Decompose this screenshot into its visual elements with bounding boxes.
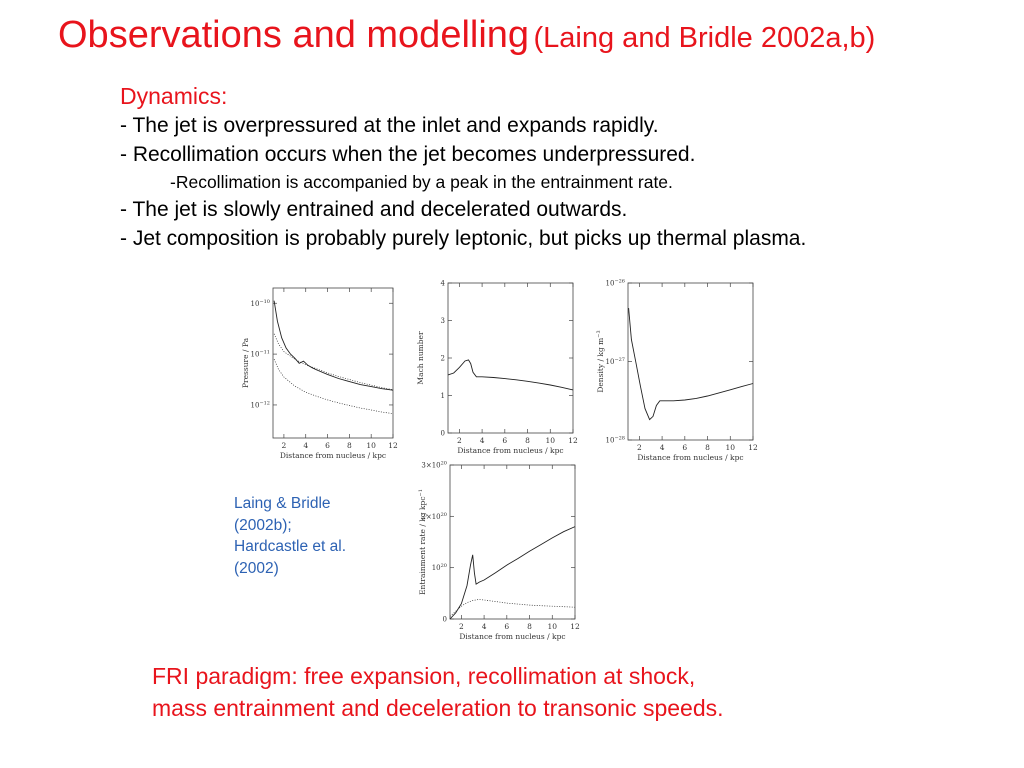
title-citation: (Laing and Bridle 2002a,b): [533, 22, 876, 54]
plot-frame: [448, 283, 573, 433]
x-tick-label: 12: [748, 443, 758, 452]
y-tick-label: $10^{20}$: [431, 563, 447, 573]
series-line: [448, 360, 573, 390]
series-line: [629, 308, 753, 420]
y-tick-label: $10^{-28}$: [605, 435, 625, 445]
x-axis-label: Distance from nucleus / kpc: [459, 632, 566, 641]
credit-line: Hardcastle et al.: [234, 538, 346, 555]
pressure-plot: [230, 285, 410, 460]
bullet-overpressured: - The jet is overpressured at the inlet and expands rapidly.: [120, 114, 659, 137]
plot-frame: [628, 283, 753, 440]
credit-line: (2002): [234, 559, 279, 577]
x-axis-label: Distance from nucleus / kpc: [637, 453, 744, 462]
title-main: Observations and modelling: [58, 14, 530, 56]
x-tick-label: 2: [281, 441, 287, 450]
credit-line: (2002b);: [234, 516, 292, 534]
y-tick-label: 2: [440, 354, 445, 363]
y-tick-label: $10^{-26}$: [605, 278, 625, 288]
x-tick-label: 8: [705, 443, 710, 452]
bullet-entrainment-peak: -Recollimation is accompanied by a peak in the entrainment rate.: [170, 172, 673, 192]
x-tick-label: 10: [725, 443, 736, 452]
x-tick-label: 6: [502, 436, 508, 445]
y-axis-label: Pressure / Pa: [241, 337, 250, 389]
y-tick-label: 0: [442, 615, 447, 624]
mach-number-plot: [416, 275, 585, 460]
x-tick-label: 8: [527, 622, 532, 631]
y-tick-label: $10^{-10}$: [250, 298, 270, 308]
conclusion-line: mass entrainment and deceleration to transonic speeds.: [152, 695, 724, 721]
conclusion: [152, 660, 724, 724]
conclusion-line: FRI paradigm: free expansion, recollimation at shock,: [152, 663, 696, 689]
x-tick-label: 10: [547, 622, 558, 631]
x-tick-label: 6: [325, 441, 330, 450]
x-axis-label: Distance from nucleus / kpc: [457, 446, 564, 455]
x-tick-label: 4: [659, 443, 665, 452]
y-tick-label: 0: [440, 429, 445, 438]
x-tick-label: 4: [481, 622, 487, 631]
y-tick-label: $10^{-12}$: [250, 400, 270, 410]
credit-line: Laing & Bridle: [234, 495, 331, 512]
series-line: [274, 359, 393, 413]
x-tick-label: 12: [388, 441, 398, 450]
dynamics-section: [120, 82, 806, 253]
bullet-recollimation: - Recollimation occurs when the jet becomes underpressured.: [120, 143, 696, 166]
bullet-composition: - Jet composition is probably purely leptonic, but picks up thermal plasma.: [120, 227, 807, 250]
x-tick-label: 10: [545, 436, 556, 445]
x-tick-label: 8: [525, 436, 530, 445]
y-tick-label: $10^{-27}$: [605, 357, 625, 366]
x-axis-label: Distance from nucleus / kpc: [279, 451, 387, 460]
x-tick-label: 6: [682, 443, 688, 452]
density-plot: [590, 278, 770, 468]
y-tick-label: 4: [440, 279, 445, 288]
x-tick-label: 2: [636, 443, 642, 452]
x-tick-label: 10: [366, 441, 376, 450]
y-axis-label: Entrainment rate / kg kpc$^{-1}$: [418, 489, 427, 595]
figure-credit: [234, 493, 346, 579]
y-axis-label: Mach number: [416, 331, 425, 385]
series-line: [450, 600, 575, 617]
dynamics-heading: Dynamics:: [120, 83, 228, 109]
entrainment-rate-plot: [402, 460, 582, 645]
x-tick-label: 4: [303, 441, 309, 450]
series-line: [450, 527, 575, 619]
y-tick-label: $2\times 10^{20}$: [421, 511, 447, 521]
slide-title: [58, 14, 875, 57]
x-tick-label: 12: [568, 436, 578, 445]
x-tick-label: 8: [346, 441, 352, 450]
x-tick-label: 2: [458, 622, 464, 631]
y-tick-label: 1: [440, 392, 445, 400]
x-tick-label: 4: [479, 436, 485, 445]
y-tick-label: $3\times 10^{20}$: [421, 460, 447, 470]
x-tick-label: 12: [570, 622, 580, 631]
series-line: [274, 334, 393, 390]
y-tick-label: 3: [440, 317, 445, 325]
x-tick-label: 6: [504, 622, 510, 631]
y-axis-label: Density / kg $m^{-3}$: [596, 330, 605, 393]
plot-frame: [273, 288, 393, 438]
x-tick-label: 2: [456, 436, 462, 445]
y-tick-label: $10^{-11}$: [250, 349, 270, 359]
plot-frame: [450, 465, 575, 619]
series-line: [274, 301, 393, 391]
bullet-deceleration: - The jet is slowly entrained and decelerated outwards.: [120, 198, 628, 221]
